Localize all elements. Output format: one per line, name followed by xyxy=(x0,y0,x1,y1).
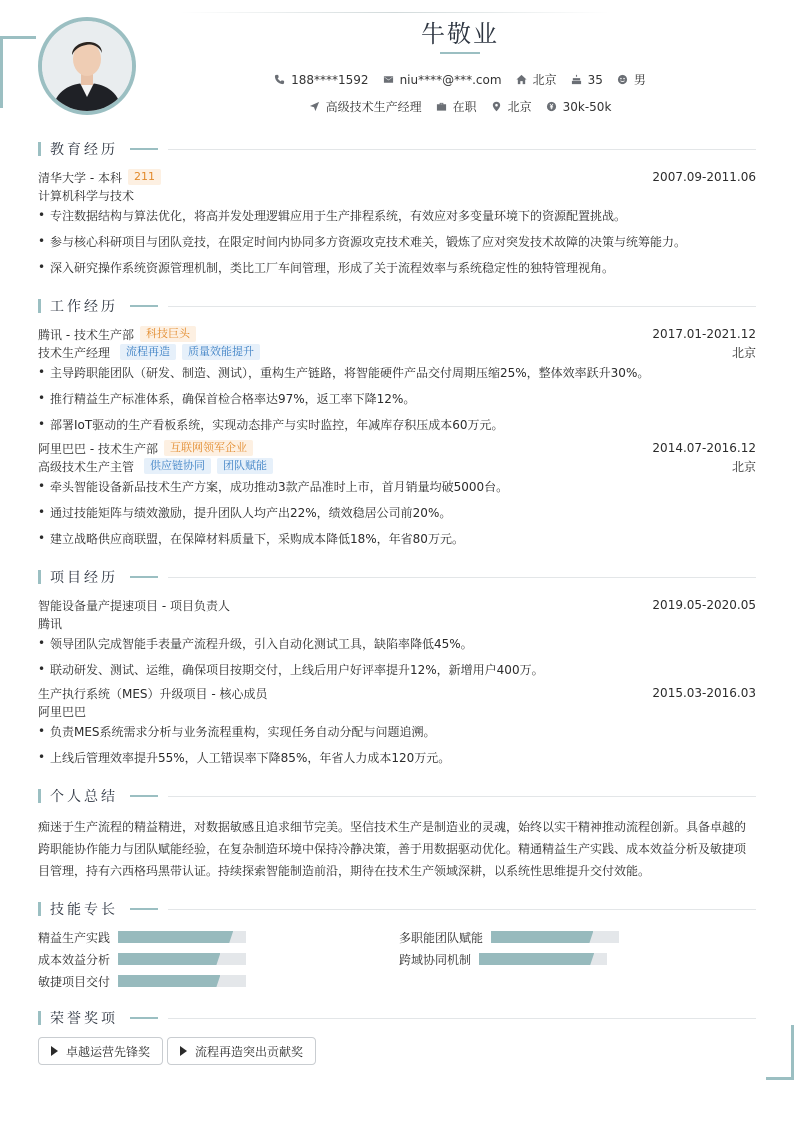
section-title-education xyxy=(38,141,756,157)
section-marker xyxy=(38,299,41,313)
name-underline xyxy=(440,52,480,54)
skill-name: 跨域协同机制 xyxy=(399,952,472,967)
role-tag: 供应链协同 xyxy=(144,458,211,474)
major: 计算机科学与技术 xyxy=(38,189,135,203)
phone-icon xyxy=(274,74,285,85)
section-title-awards xyxy=(38,1010,756,1026)
list-item: • 深入研究操作系统资源管理机制，类比工厂车间管理，形成了关于流程效率与系统稳定性的独特管理视角。 xyxy=(38,260,615,275)
section-accent xyxy=(130,576,158,578)
company-name: 腾讯 - 技术生产部 xyxy=(38,327,134,342)
skill-bar xyxy=(118,953,246,965)
list-item: • 专注数据结构与算法优化，将高并发处理逻辑应用于生产排程系统，有效应对多变量环境下的资源配置挑战。 xyxy=(38,208,627,223)
skill-bar xyxy=(479,953,607,965)
residence-text: 北京 xyxy=(532,73,557,87)
list-item: • 牵头智能设备新品技术生产方案，成功推动3款产品准时上市，首月销量均破5000台。 xyxy=(38,479,509,494)
corner-decoration-top-left xyxy=(0,36,36,108)
project-entry-header xyxy=(38,596,756,614)
section-accent xyxy=(130,795,158,797)
cake-icon xyxy=(571,74,582,85)
corner-decoration-bottom-right xyxy=(766,1025,794,1080)
target-city-text: 北京 xyxy=(507,100,532,114)
gender-item xyxy=(617,71,646,88)
award-label: 卓越运营先锋奖 xyxy=(66,1044,151,1059)
education-entry-header xyxy=(38,168,756,186)
section-rule xyxy=(168,577,756,578)
skill-bar-fill xyxy=(118,931,233,943)
email-text: niu****@***.com xyxy=(399,72,502,87)
list-item: • 推行精益生产标准体系，确保首检合格率达97%，返工率下降12%。 xyxy=(38,391,416,406)
section-marker xyxy=(38,570,41,584)
avatar-portrait xyxy=(42,21,132,111)
section-label: 个人总结 xyxy=(50,789,118,805)
section-rule xyxy=(168,149,756,150)
work-date: 2014.07-2016.12 xyxy=(652,441,756,455)
skill-item xyxy=(38,973,246,989)
skill-name: 敏捷项目交付 xyxy=(38,974,111,989)
section-accent xyxy=(130,148,158,150)
project-date: 2019.05-2020.05 xyxy=(652,598,756,612)
email-item xyxy=(383,73,502,87)
age-item xyxy=(571,73,603,87)
school-name: 清华大学 - 本科 xyxy=(38,170,122,185)
company-tag: 科技巨头 xyxy=(140,326,196,342)
list-item: • 建立战略供应商联盟，在保障材料质量下，采购成本降低18%，年省80万元。 xyxy=(38,531,464,546)
company-tag: 互联网领军企业 xyxy=(164,440,253,456)
skill-bar xyxy=(491,931,619,943)
salary-icon xyxy=(546,101,557,112)
job-role: 高级技术生产主管 xyxy=(38,459,135,474)
work-date: 2017.01-2021.12 xyxy=(652,327,756,341)
skill-name: 精益生产实践 xyxy=(38,930,111,945)
home-icon xyxy=(516,74,527,85)
work-city: 北京 xyxy=(731,345,756,360)
skill-item xyxy=(38,951,246,967)
skill-item xyxy=(38,929,246,945)
project-title: 生产执行系统（MES）升级项目 - 核心成员 xyxy=(38,686,268,701)
project-org: 腾讯 xyxy=(38,617,63,631)
age-text: 35 xyxy=(587,72,603,87)
position-text: 高级技术生产经理 xyxy=(325,100,422,114)
gender-icon xyxy=(617,74,628,85)
skill-bar-fill xyxy=(118,975,220,987)
work-city: 北京 xyxy=(731,459,756,474)
status-item xyxy=(436,98,477,115)
section-accent xyxy=(130,1017,158,1019)
position-item xyxy=(309,98,422,115)
salary-item xyxy=(546,100,612,114)
skill-bar-fill xyxy=(491,931,593,943)
section-marker xyxy=(38,142,41,156)
job-role: 技术生产经理 xyxy=(38,345,111,360)
list-item: • 主导跨职能团队（研发、制造、测试），重构生产链路，将智能硬件产品交付周期压缩25%，整体效率跃升30%。 xyxy=(38,365,650,380)
residence-item xyxy=(516,71,557,88)
list-item: • 参与核心科研项目与团队竞技，在限定时间内协同多方资源攻克技术难关，锻炼了应对突发技术故障的决策与统筹能力。 xyxy=(38,234,687,249)
briefcase-icon xyxy=(436,101,447,112)
triangle-icon xyxy=(51,1046,58,1056)
section-accent xyxy=(130,908,158,910)
skill-name: 多职能团队赋能 xyxy=(399,930,484,945)
skill-item xyxy=(399,951,607,967)
skill-item xyxy=(399,929,619,945)
company-name: 阿里巴巴 - 技术生产部 xyxy=(38,441,158,456)
section-rule xyxy=(168,909,756,910)
list-item: • 通过技能矩阵与绩效激励，提升团队人均产出22%，绩效稳居公司前20%。 xyxy=(38,505,452,520)
skill-name: 成本效益分析 xyxy=(38,952,111,967)
section-label: 教育经历 xyxy=(50,142,118,158)
status-text: 在职 xyxy=(452,100,477,114)
section-label: 工作经历 xyxy=(50,299,118,315)
section-marker xyxy=(38,902,41,916)
skill-bar xyxy=(118,975,246,987)
section-rule xyxy=(168,1018,756,1019)
section-title-summary xyxy=(38,788,756,804)
summary-text: 痴迷于生产流程的精益精进，对数据敏感且追求细节完美。坚信技术生产是制造业的灵魂，始终以实干精神推动流程创新。具备卓越的跨职能协作能力与团队赋能经验，在复杂制造环境中保持冷静决策，善于用数据驱动优化。精通精益生产实践、成本效益分析及敏捷项目管理，持有六西格玛黑带认证。持续探索智能制造前沿，期待在技术生产领域深耕，以系统性思维提升交付效能。 xyxy=(38,820,747,878)
award-label: 流程再造突出贡献奖 xyxy=(195,1044,304,1059)
list-item: • 上线后管理效率提升55%，人工错误率下降85%，年省人力成本120万元。 xyxy=(38,750,451,765)
avatar xyxy=(38,17,136,115)
project-entry-header xyxy=(38,684,756,702)
job-intent-row xyxy=(180,98,740,115)
project-org: 阿里巴巴 xyxy=(38,705,87,719)
role-tag: 流程再造 xyxy=(120,344,176,360)
list-item: • 负责MES系统需求分析与业务流程重构，实现任务自动分配与问题追溯。 xyxy=(38,724,436,739)
work-entry-header xyxy=(38,439,756,457)
project-date: 2015.03-2016.03 xyxy=(652,686,756,700)
skill-bar xyxy=(118,931,246,943)
section-rule xyxy=(168,306,756,307)
send-icon xyxy=(309,101,320,112)
section-label: 荣誉奖项 xyxy=(50,1011,118,1027)
section-accent xyxy=(130,305,158,307)
triangle-icon xyxy=(180,1046,187,1056)
project-title: 智能设备量产提速项目 - 项目负责人 xyxy=(38,598,230,613)
location-icon xyxy=(491,101,502,112)
section-title-projects xyxy=(38,569,756,585)
phone-text: 188****1592 xyxy=(291,72,369,87)
gender-text: 男 xyxy=(633,73,646,87)
role-tag: 质量效能提升 xyxy=(182,344,260,360)
section-marker xyxy=(38,1011,41,1025)
section-title-skills xyxy=(38,901,756,917)
contact-info-row xyxy=(180,71,740,88)
candidate-name: 牛敬业 xyxy=(421,20,499,48)
list-item: • 联动研发、测试、运维，确保项目按期交付，上线后用户好评率提升12%，新增用户400万。 xyxy=(38,662,544,677)
top-divider xyxy=(180,12,610,13)
salary-text: 30k-50k xyxy=(562,99,612,114)
target-city-item xyxy=(491,98,532,115)
list-item: • 部署IoT驱动的生产看板系统，实现动态排产与实时监控，年减库存积压成本60万元。 xyxy=(38,417,504,432)
education-date: 2007.09-2011.06 xyxy=(652,170,756,184)
work-role-row xyxy=(38,343,756,361)
work-role-row xyxy=(38,457,756,475)
award-badge xyxy=(167,1037,316,1065)
skill-bar-fill xyxy=(118,953,220,965)
section-title-work xyxy=(38,298,756,314)
skill-bar-fill xyxy=(479,953,594,965)
section-label: 项目经历 xyxy=(50,570,118,586)
section-label: 技能专长 xyxy=(50,902,118,918)
section-marker xyxy=(38,789,41,803)
role-tag: 团队赋能 xyxy=(217,458,273,474)
list-item: • 领导团队完成智能手表量产流程升级，引入自动化测试工具，缺陷率降低45%。 xyxy=(38,636,473,651)
section-rule xyxy=(168,796,756,797)
award-badge xyxy=(38,1037,163,1065)
work-entry-header xyxy=(38,325,756,343)
mail-icon xyxy=(383,74,394,85)
school-tag: 211 xyxy=(128,169,161,185)
phone-item xyxy=(274,73,368,87)
